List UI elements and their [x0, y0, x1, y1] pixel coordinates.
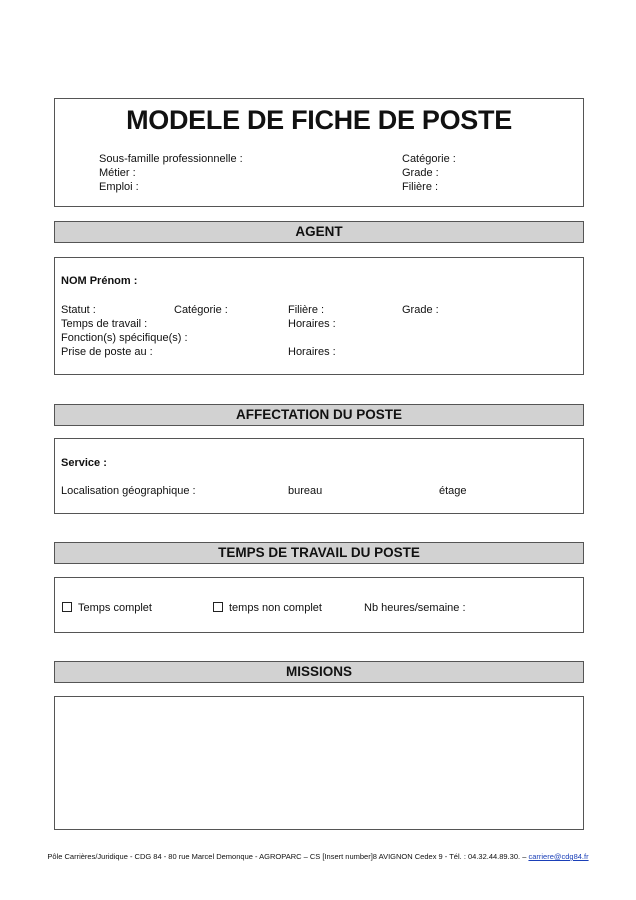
bureau-label: bureau: [288, 485, 323, 497]
footer-email-link[interactable]: carriere@cdg84.fr: [528, 852, 589, 861]
fonctions-label: Fonction(s) spécifique(s) :: [61, 332, 188, 344]
document-title: MODELE DE FICHE DE POSTE: [126, 105, 512, 135]
temps-travail-label: Temps de travail :: [61, 318, 148, 330]
header-box: [54, 98, 584, 207]
etage-label: étage: [439, 485, 467, 497]
horaires-label-1: Horaires :: [288, 318, 336, 330]
footer: [0, 852, 636, 862]
agent-filiere-label: Filière :: [288, 304, 325, 316]
statut-label: Statut :: [61, 304, 96, 316]
temps-travail-box: [54, 577, 584, 633]
categorie-label: Catégorie :: [402, 153, 456, 165]
grade-label: Grade :: [402, 167, 439, 179]
missions-box[interactable]: [54, 696, 584, 830]
temps-complet-label: Temps complet: [78, 602, 152, 614]
service-label: Service :: [61, 457, 107, 469]
temps-non-complet-label: temps non complet: [229, 602, 322, 614]
nb-heures-label: Nb heures/semaine :: [364, 602, 466, 614]
filiere-label: Filière :: [402, 181, 439, 193]
checkbox-icon[interactable]: [213, 602, 223, 612]
horaires-label-2: Horaires :: [288, 346, 336, 358]
agent-categorie-label: Catégorie :: [174, 304, 228, 316]
agent-grade-label: Grade :: [402, 304, 439, 316]
temps-travail-heading: TEMPS DE TRAVAIL DU POSTE: [54, 542, 584, 564]
footer-text: Pôle Carrières/Juridique - CDG 84 - 80 rue Marcel Demonque - AGROPARC – CS [Insert number]8 AVIGNON Cedex 9 - Tél. : 04.32.44.89.30. –: [47, 852, 529, 861]
metier-label: Métier :: [99, 167, 136, 179]
localisation-label: Localisation géographique :: [61, 485, 196, 497]
prise-poste-label: Prise de poste au :: [61, 346, 153, 358]
affectation-heading: AFFECTATION DU POSTE: [54, 404, 584, 426]
affectation-box: [54, 438, 584, 514]
nom-prenom-label: NOM Prénom :: [61, 275, 138, 287]
agent-heading: AGENT: [54, 221, 584, 243]
missions-heading: MISSIONS: [54, 661, 584, 683]
temps-complet-option[interactable]: [62, 601, 152, 615]
agent-box: [54, 257, 584, 375]
emploi-label: Emploi :: [99, 181, 139, 193]
sous-famille-label: Sous-famille professionnelle :: [99, 153, 243, 165]
temps-non-complet-option[interactable]: [213, 601, 322, 615]
checkbox-icon[interactable]: [62, 602, 72, 612]
